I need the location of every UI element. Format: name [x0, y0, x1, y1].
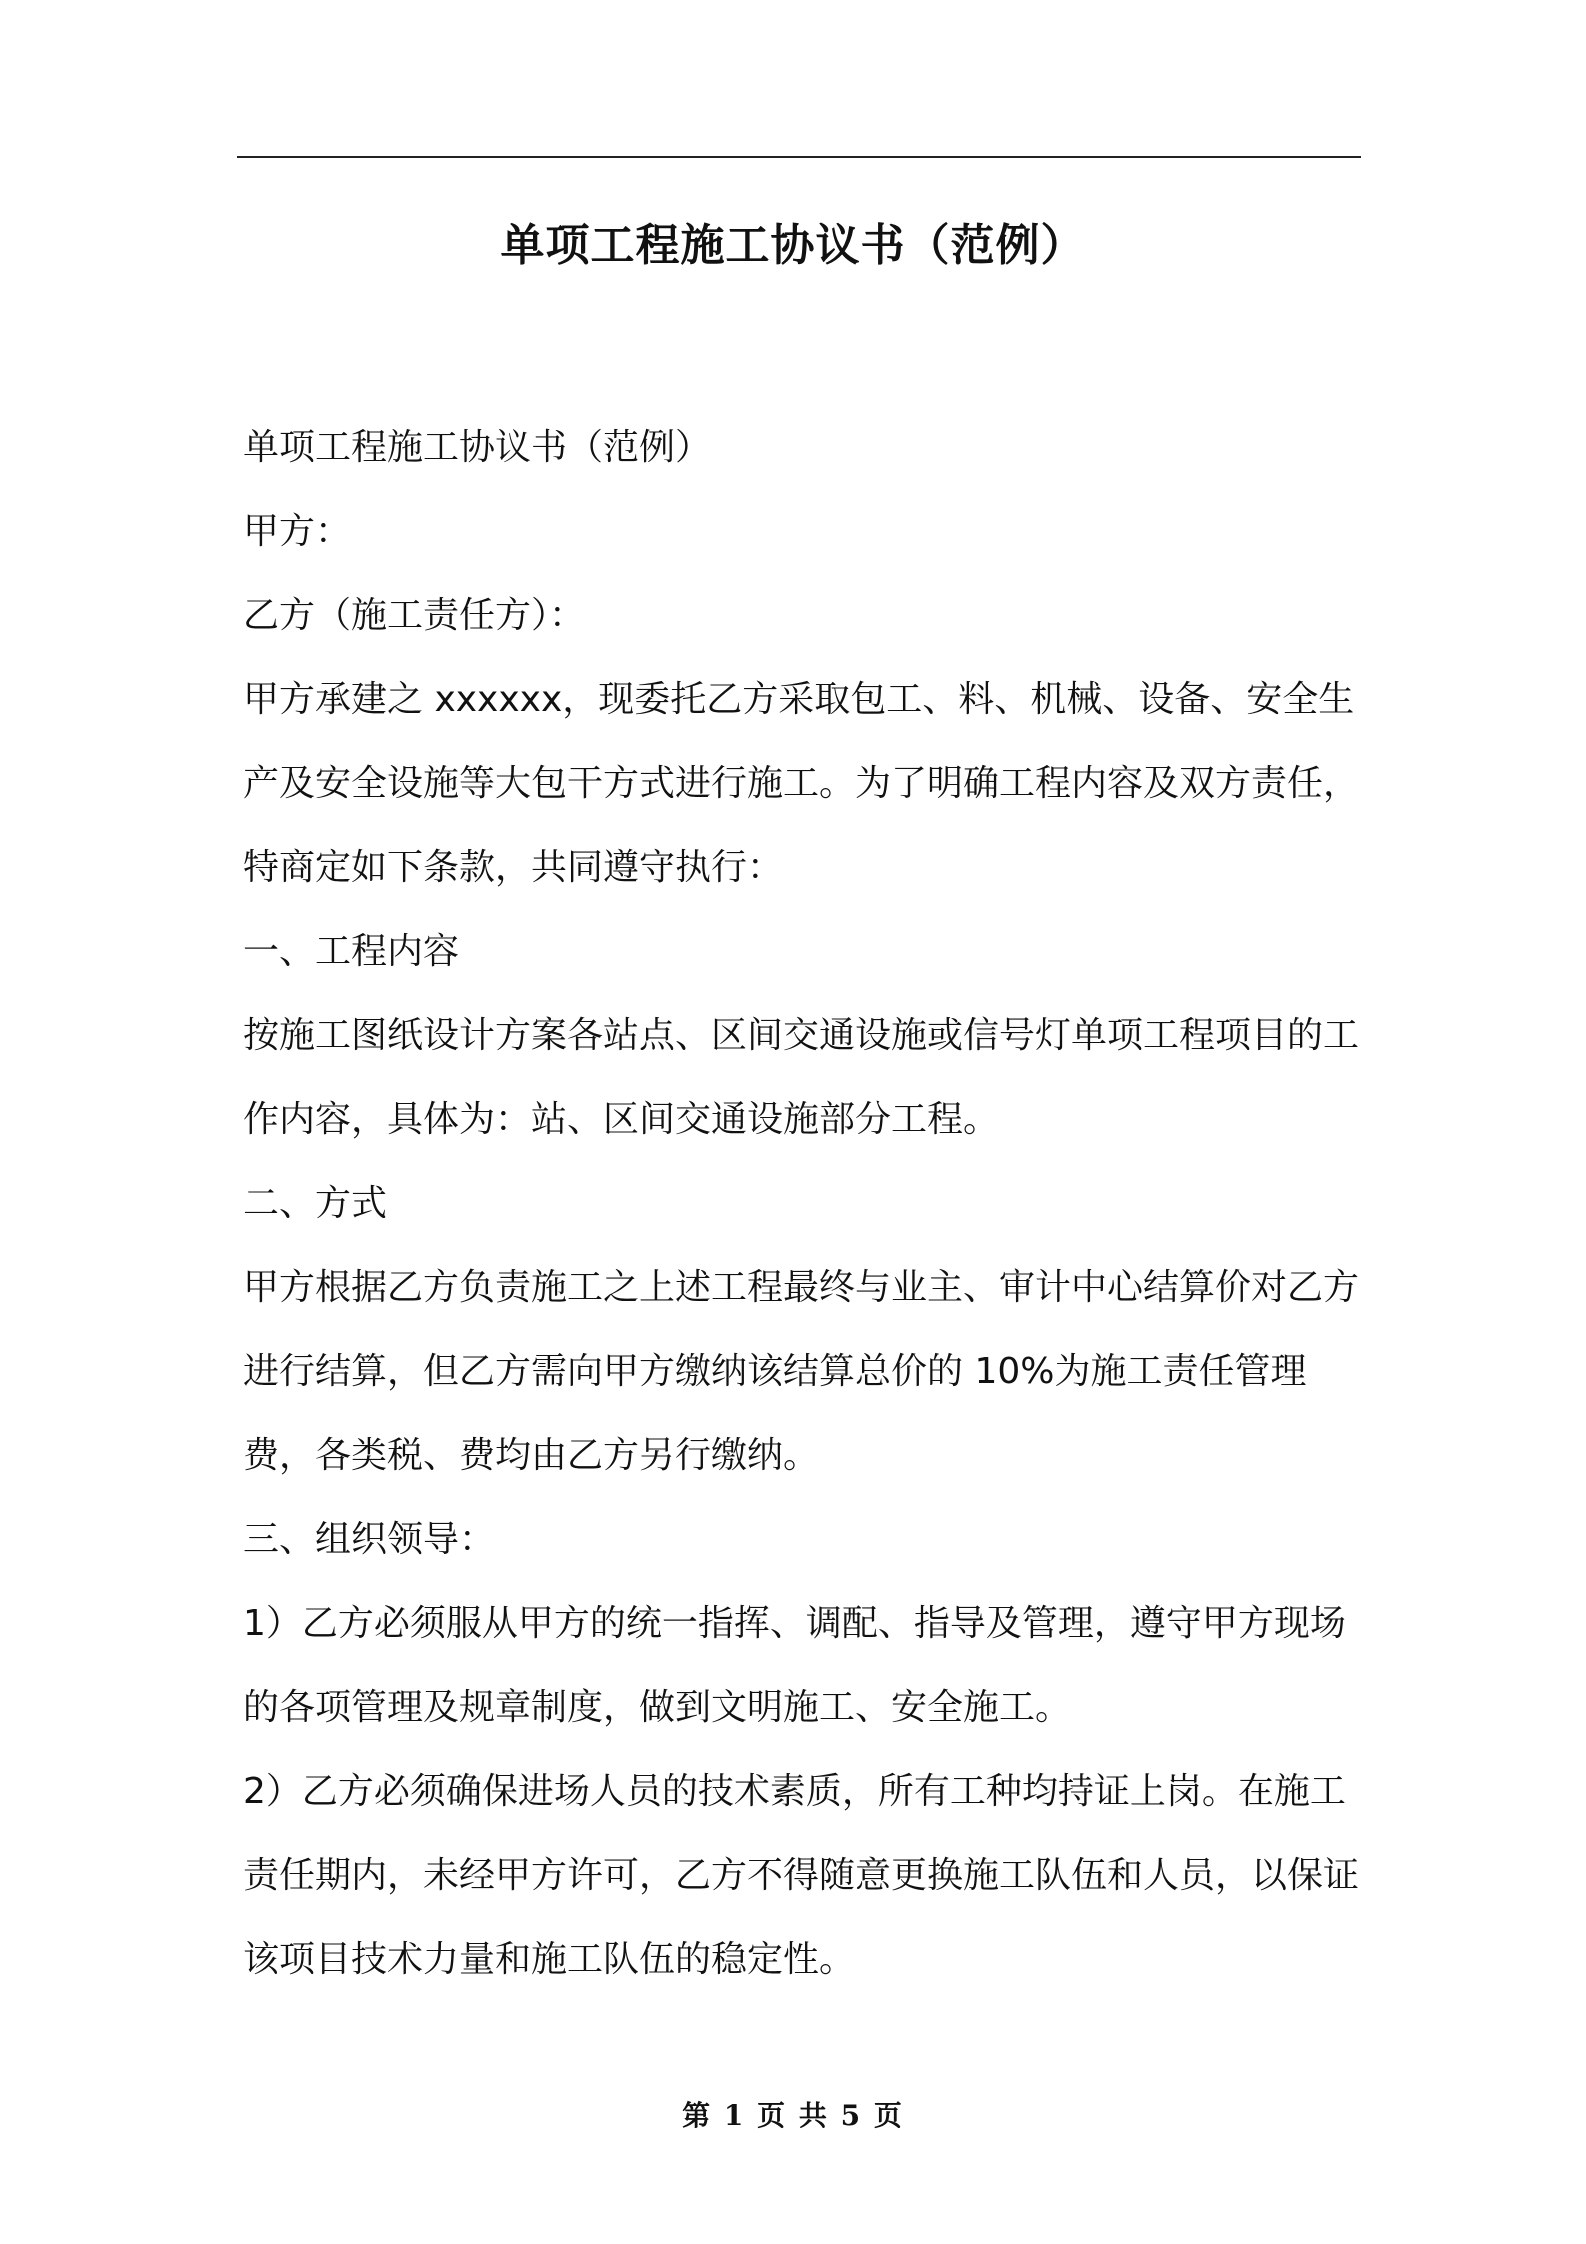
- header-rule: [237, 156, 1361, 158]
- paragraph-item-2: 2）乙方必须确保进场人员的技术素质，所有工种均持证上岗。在施工责任期内，未经甲方许可，乙方不得随意更换施工队伍和人员，以保证该项目技术力量和施工队伍的稳定性。: [243, 1771, 1360, 1980]
- paragraph-item-1: 1）乙方必须服从甲方的统一指挥、调配、指导及管理，遵守甲方现场的各项管理及规章制度，做到文明施工、安全施工。: [243, 1603, 1346, 1728]
- section-heading-1: 一、工程内容: [243, 931, 460, 972]
- paragraph-subtitle: 单项工程施工协议书（范例）: [243, 427, 712, 468]
- paragraph-party-b: 乙方（施工责任方）：: [243, 595, 586, 636]
- paragraph-section-2: 甲方根据乙方负责施工之上述工程最终与业主、审计中心结算价对乙方进行结算，但乙方需向甲方缴纳该结算总价的 10%为施工责任管理费，各类税、费均由乙方另行缴纳。: [243, 1267, 1360, 1476]
- paragraph-party-a: 甲方：: [243, 511, 352, 552]
- paragraph-section-1: 按施工图纸设计方案各站点、区间交通设施或信号灯单项工程项目的工作内容，具体为：站、区间交通设施部分工程。: [243, 1015, 1360, 1140]
- document-title: 单项工程施工协议书（范例）: [500, 220, 1086, 271]
- page-number: 第 1 页 共 5 页: [682, 2099, 904, 2132]
- section-heading-2: 二、方式: [243, 1183, 388, 1224]
- paragraph-intro: 甲方承建之 xxxxxx，现委托乙方采取包工、料、机械、设备、安全生产及安全设施等大包干方式进行施工。为了明确工程内容及双方责任，特商定如下条款，共同遵守执行：: [243, 679, 1360, 888]
- document-body: [243, 406, 1361, 2002]
- section-heading-3: 三、组织领导：: [243, 1519, 496, 1560]
